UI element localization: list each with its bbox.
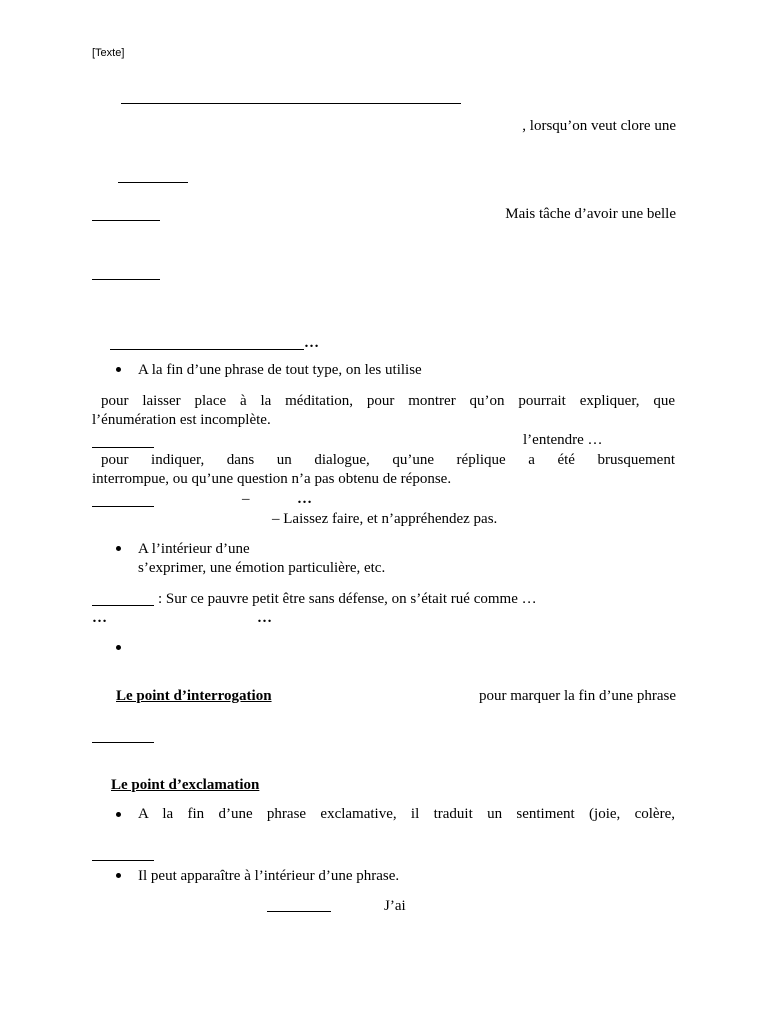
bullet-text: A la fin d’une phrase de tout type, on les utilise bbox=[138, 362, 422, 378]
paragraph: pour indiquer, dans un dialogue, qu’une réplique a été brusquement interrompue, ou qu’une question n’a pas obtenu de réponse. bbox=[92, 452, 675, 487]
bullet-dot bbox=[116, 645, 121, 650]
dash: – bbox=[242, 491, 250, 507]
blank-line bbox=[92, 220, 160, 221]
ellipsis: … bbox=[257, 610, 272, 626]
dialogue-line: – Laissez faire, et n’appréhendez pas. bbox=[272, 511, 498, 527]
ellipsis: … bbox=[92, 610, 107, 626]
bullet-dot bbox=[116, 546, 121, 551]
blank-line bbox=[121, 103, 461, 104]
blank-line bbox=[92, 742, 154, 743]
blank-line bbox=[92, 506, 154, 507]
text-line: l’entendre … bbox=[523, 432, 603, 448]
bullet-text-cont: s’exprimer, une émotion particulière, etc. bbox=[138, 560, 386, 576]
bullet-dot bbox=[116, 367, 121, 372]
blank-line bbox=[118, 182, 188, 183]
paragraph: pour laisser place à la méditation, pour montrer qu’on pourrait expliquer, que l’énumération est incomplète. bbox=[92, 393, 675, 428]
text-line: : Sur ce pauvre petit être sans défense, on s’était rué comme … bbox=[158, 591, 537, 607]
ellipsis: … bbox=[304, 335, 319, 351]
bullet-text: A l’intérieur d’une bbox=[138, 541, 250, 557]
blank-line bbox=[92, 605, 154, 606]
bullet-dot bbox=[116, 873, 121, 878]
bullet-text: Il peut apparaître à l’intérieur d’une phrase. bbox=[138, 868, 400, 884]
section-heading: Le point d’interrogation bbox=[116, 688, 272, 704]
section-heading: Le point d’exclamation bbox=[111, 777, 260, 793]
text-line: J’ai bbox=[384, 898, 406, 914]
text-line: , lorsqu’on veut clore une bbox=[522, 118, 676, 134]
bullet-text: A la fin d’une phrase exclamative, il traduit un sentiment (joie, colère, bbox=[138, 806, 675, 822]
page-header: [Texte] bbox=[92, 47, 125, 59]
bullet-dot bbox=[116, 812, 121, 817]
blank-line bbox=[92, 860, 154, 861]
text-line: pour marquer la fin d’une phrase bbox=[478, 688, 676, 704]
blank-line bbox=[92, 447, 154, 448]
ellipsis: … bbox=[297, 491, 312, 507]
blank-line bbox=[110, 349, 304, 350]
blank-line bbox=[92, 279, 160, 280]
blank-line bbox=[267, 911, 331, 912]
text-line: Mais tâche d’avoir une belle bbox=[505, 206, 676, 222]
